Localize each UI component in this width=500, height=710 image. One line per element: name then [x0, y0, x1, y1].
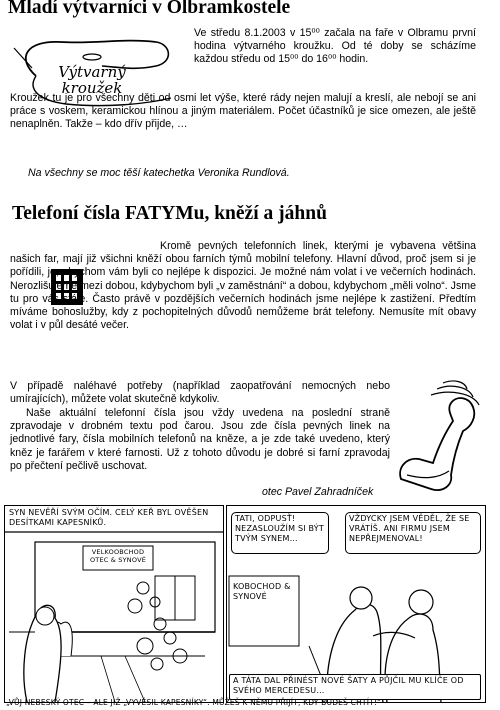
panel2-bubble-father: VŽDYCKY JSEM VĚDĚL, ŽE SE VRÁTÍŠ. ANI FIRMU JSEM NEPŘEJMENOVAL!	[345, 512, 481, 554]
panel1-bottom-caption: „VŮJ NEBESKÝ OTEC – ALE JIŽ „VYVĚSIL KAPESNÍKY“. MŮŽEŠ K NĚMU PŘIJÍT, KDY BUDEŠ CHTÍT!“	[6, 698, 382, 707]
panel1-shop-scene	[5, 506, 223, 702]
panel1-caption: SYN NEVĚŘÍ SVÝM OČÍM. CELÝ KEŘ BYL OVĚŠEN DESÍTKAMI KAPESNÍKŮ.	[9, 508, 209, 527]
panel2-shop-sign: KOBOCHOD & SYNOVÉ	[233, 582, 291, 601]
comic-panel-right	[226, 505, 486, 703]
comic-panel-left	[4, 505, 224, 703]
article1-paragraph2: Kroužek tu je pro všechny děti od osmi let výše, které rády nejen malují a kreslí, ale nebojí se ani práce s voskem, keramickou hlínou a jiným materiálem. Počet účastníků je sice omezen, ale ještě nenaplněn. Takže – kdo dřív přijde, …	[10, 92, 476, 131]
article1-paragraph1: Ve středu 8.1.2003 v 15⁰⁰ začala na faře v Olbramu první hodina výtvarného kroužku. Od té doby se scházíme každou středu od 15⁰⁰ do 16⁰⁰ hodin.	[194, 27, 476, 66]
telephone-handset-icon	[393, 375, 483, 495]
panel1-shop-sign: VELKOOBCHOD OTEC & SYNOVÉ	[89, 548, 147, 564]
article2-signature: otec Pavel Zahradníček	[262, 486, 374, 498]
article2-paragraph3: Naše aktuální telefonní čísla jsou vždy uvedena na poslední straně zpravodaje v drobném textu pod čarou. Jsou zde čísla pevných linek na jednotlivé fary, čísla mobilních telefonů na kněze, a je zde také uvedeno, který kněz je farářem v které farnosti. Už z tohoto důvodu je dobré si farní zpravodaj po přečtení pečlivě uschovat.	[10, 407, 390, 472]
article1-title: Mladí výtvarníci v Olbramkostele	[8, 0, 291, 18]
panel2-bubble-son: TATI, ODPUSŤ! NEZASLOUŽÍM SI BÝT TVÝM SYNEM…	[231, 512, 329, 554]
article2-title: Telefoní čísla FATYMu, kněží a jáhnů	[12, 203, 327, 224]
article2-paragraph1: Kromě pevných telefonních linek, kterými je vybavena většina našich far, mají již všichni kněží obou farních týmů mobilní telefony. Hlavní důvod, proč jsem si je pořídili, je, abychom vám byli co nejlépe k dispozici. Je možné nám volat i ve večerních hodinách. Nerozlišujeme mezi dobou, kdybychom byli „v zaměstnání“ a dobou, kdybychom „měli volno“. Jsme tu pro vás stále. Často právě v pozdějších večerních hodinách jsme nejlépe k zastižení. Předtím míváme bohoslužby, kdy z pochopitelných důvodů nemůžeme brát telefony. Nemusíte mít obavy volat i v půl desáté večer.	[10, 240, 476, 332]
panel2-caption-box: A TÁTA DAL PŘINÉST NOVÉ ŠATY A PŮJČIL MU KLÍČE OD SVÉHO MERCEDESU…	[229, 674, 481, 700]
article1-signature: Na všechny se moc těší katechetka Veronika Rundlová.	[28, 167, 290, 179]
article2-paragraph2: V případě naléhavé potřeby (například zaopatřování nemocných nebo umírajících), můžete volat skutečně kdykoliv.	[10, 380, 390, 406]
logo-text: Výtvarný kroužek	[58, 63, 126, 97]
